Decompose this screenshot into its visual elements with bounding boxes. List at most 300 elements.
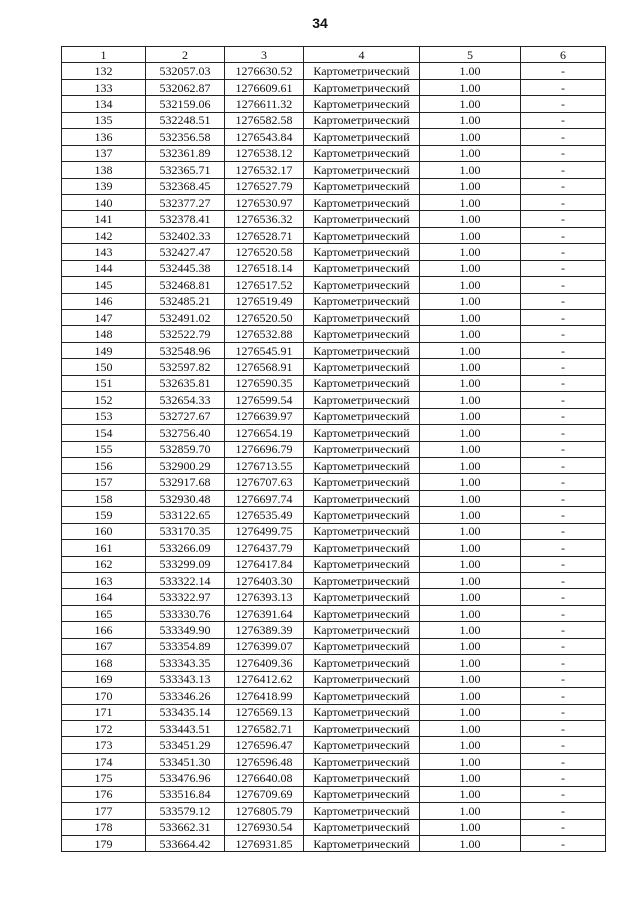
y-coordinate-cell: 1276654.19 <box>225 425 304 441</box>
method-cell: Картометрический <box>304 638 420 654</box>
point-number-cell: 160 <box>62 523 146 539</box>
note-cell: - <box>521 359 606 375</box>
y-coordinate-cell: 1276519.49 <box>225 293 304 309</box>
accuracy-cell: 1.00 <box>420 162 521 178</box>
x-coordinate-cell: 532900.29 <box>146 457 225 473</box>
method-cell: Картометрический <box>304 474 420 490</box>
table-row <box>62 819 606 835</box>
point-number-cell: 155 <box>62 441 146 457</box>
accuracy-cell: 1.00 <box>420 277 521 293</box>
note-cell: - <box>521 622 606 638</box>
accuracy-cell: 1.00 <box>420 244 521 260</box>
note-cell: - <box>521 96 606 112</box>
method-cell: Картометрический <box>304 375 420 391</box>
note-cell: - <box>521 605 606 621</box>
method-cell: Картометрический <box>304 523 420 539</box>
accuracy-cell: 1.00 <box>420 375 521 391</box>
point-number-cell: 153 <box>62 408 146 424</box>
x-coordinate-cell: 533354.89 <box>146 638 225 654</box>
method-cell: Картометрический <box>304 770 420 786</box>
x-coordinate-cell: 532859.70 <box>146 441 225 457</box>
y-coordinate-cell: 1276713.55 <box>225 457 304 473</box>
y-coordinate-cell: 1276538.12 <box>225 145 304 161</box>
x-coordinate-cell: 533343.13 <box>146 671 225 687</box>
accuracy-cell: 1.00 <box>420 96 521 112</box>
method-cell: Картометрический <box>304 63 420 79</box>
note-cell: - <box>521 63 606 79</box>
table-row <box>62 112 606 128</box>
y-coordinate-cell: 1276930.54 <box>225 819 304 835</box>
method-cell: Картометрический <box>304 227 420 243</box>
method-cell: Картометрический <box>304 457 420 473</box>
x-coordinate-cell: 533516.84 <box>146 786 225 802</box>
method-cell: Картометрический <box>304 326 420 342</box>
x-coordinate-cell: 532635.81 <box>146 375 225 391</box>
y-coordinate-cell: 1276582.71 <box>225 720 304 736</box>
note-cell: - <box>521 375 606 391</box>
column-header-3: 3 <box>225 47 304 63</box>
x-coordinate-cell: 533170.35 <box>146 523 225 539</box>
point-number-cell: 161 <box>62 540 146 556</box>
point-number-cell: 152 <box>62 392 146 408</box>
note-cell: - <box>521 79 606 95</box>
point-number-cell: 134 <box>62 96 146 112</box>
method-cell: Картометрический <box>304 129 420 145</box>
y-coordinate-cell: 1276536.32 <box>225 211 304 227</box>
accuracy-cell: 1.00 <box>420 507 521 523</box>
accuracy-cell: 1.00 <box>420 79 521 95</box>
y-coordinate-cell: 1276418.99 <box>225 688 304 704</box>
table-row <box>62 589 606 605</box>
accuracy-cell: 1.00 <box>420 474 521 490</box>
method-cell: Картометрический <box>304 293 420 309</box>
point-number-cell: 132 <box>62 63 146 79</box>
note-cell: - <box>521 474 606 490</box>
accuracy-cell: 1.00 <box>420 457 521 473</box>
note-cell: - <box>521 244 606 260</box>
note-cell: - <box>521 573 606 589</box>
accuracy-cell: 1.00 <box>420 622 521 638</box>
method-cell: Картометрический <box>304 688 420 704</box>
table-row <box>62 786 606 802</box>
note-cell: - <box>521 688 606 704</box>
table-row <box>62 63 606 79</box>
point-number-cell: 136 <box>62 129 146 145</box>
note-cell: - <box>521 737 606 753</box>
table-row <box>62 359 606 375</box>
point-number-cell: 157 <box>62 474 146 490</box>
table-row <box>62 277 606 293</box>
table-row <box>62 770 606 786</box>
table-row <box>62 490 606 506</box>
accuracy-cell: 1.00 <box>420 211 521 227</box>
note-cell: - <box>521 638 606 654</box>
note-cell: - <box>521 720 606 736</box>
point-number-cell: 163 <box>62 573 146 589</box>
note-cell: - <box>521 655 606 671</box>
y-coordinate-cell: 1276499.75 <box>225 523 304 539</box>
point-number-cell: 162 <box>62 556 146 572</box>
accuracy-cell: 1.00 <box>420 310 521 326</box>
point-number-cell: 133 <box>62 79 146 95</box>
accuracy-cell: 1.00 <box>420 441 521 457</box>
note-cell: - <box>521 490 606 506</box>
accuracy-cell: 1.00 <box>420 523 521 539</box>
x-coordinate-cell: 533435.14 <box>146 704 225 720</box>
note-cell: - <box>521 342 606 358</box>
method-cell: Картометрический <box>304 112 420 128</box>
x-coordinate-cell: 533349.90 <box>146 622 225 638</box>
y-coordinate-cell: 1276543.84 <box>225 129 304 145</box>
note-cell: - <box>521 556 606 572</box>
column-header-5: 5 <box>420 47 521 63</box>
note-cell: - <box>521 162 606 178</box>
note-cell: - <box>521 836 606 852</box>
accuracy-cell: 1.00 <box>420 129 521 145</box>
note-cell: - <box>521 589 606 605</box>
table-row <box>62 342 606 358</box>
x-coordinate-cell: 533476.96 <box>146 770 225 786</box>
y-coordinate-cell: 1276599.54 <box>225 392 304 408</box>
x-coordinate-cell: 533662.31 <box>146 819 225 835</box>
point-number-cell: 156 <box>62 457 146 473</box>
x-coordinate-cell: 533346.26 <box>146 688 225 704</box>
note-cell: - <box>521 260 606 276</box>
accuracy-cell: 1.00 <box>420 359 521 375</box>
table-row <box>62 293 606 309</box>
x-coordinate-cell: 532402.33 <box>146 227 225 243</box>
accuracy-cell: 1.00 <box>420 490 521 506</box>
accuracy-cell: 1.00 <box>420 178 521 194</box>
x-coordinate-cell: 532368.45 <box>146 178 225 194</box>
table-row <box>62 260 606 276</box>
table-row <box>62 211 606 227</box>
table-row <box>62 474 606 490</box>
note-cell: - <box>521 408 606 424</box>
table-row <box>62 671 606 687</box>
table-row <box>62 244 606 260</box>
method-cell: Картометрический <box>304 720 420 736</box>
y-coordinate-cell: 1276535.49 <box>225 507 304 523</box>
accuracy-cell: 1.00 <box>420 573 521 589</box>
accuracy-cell: 1.00 <box>420 408 521 424</box>
y-coordinate-cell: 1276707.63 <box>225 474 304 490</box>
y-coordinate-cell: 1276412.62 <box>225 671 304 687</box>
y-coordinate-cell: 1276640.08 <box>225 770 304 786</box>
note-cell: - <box>521 786 606 802</box>
point-number-cell: 144 <box>62 260 146 276</box>
x-coordinate-cell: 533322.14 <box>146 573 225 589</box>
note-cell: - <box>521 753 606 769</box>
method-cell: Картометрический <box>304 490 420 506</box>
point-number-cell: 135 <box>62 112 146 128</box>
note-cell: - <box>521 819 606 835</box>
point-number-cell: 154 <box>62 425 146 441</box>
method-cell: Картометрический <box>304 359 420 375</box>
point-number-cell: 167 <box>62 638 146 654</box>
point-number-cell: 164 <box>62 589 146 605</box>
point-number-cell: 172 <box>62 720 146 736</box>
y-coordinate-cell: 1276630.52 <box>225 63 304 79</box>
point-number-cell: 159 <box>62 507 146 523</box>
table-row <box>62 326 606 342</box>
method-cell: Картометрический <box>304 573 420 589</box>
table-row <box>62 441 606 457</box>
accuracy-cell: 1.00 <box>420 770 521 786</box>
method-cell: Картометрический <box>304 671 420 687</box>
point-number-cell: 137 <box>62 145 146 161</box>
note-cell: - <box>521 457 606 473</box>
table-row <box>62 836 606 852</box>
point-number-cell: 139 <box>62 178 146 194</box>
method-cell: Картометрический <box>304 836 420 852</box>
point-number-cell: 168 <box>62 655 146 671</box>
y-coordinate-cell: 1276569.13 <box>225 704 304 720</box>
x-coordinate-cell: 533266.09 <box>146 540 225 556</box>
accuracy-cell: 1.00 <box>420 803 521 819</box>
method-cell: Картометрический <box>304 277 420 293</box>
table-row <box>62 737 606 753</box>
y-coordinate-cell: 1276399.07 <box>225 638 304 654</box>
accuracy-cell: 1.00 <box>420 293 521 309</box>
table-row <box>62 573 606 589</box>
table-row <box>62 540 606 556</box>
point-number-cell: 138 <box>62 162 146 178</box>
table-row <box>62 425 606 441</box>
method-cell: Картометрический <box>304 194 420 210</box>
method-cell: Картометрический <box>304 753 420 769</box>
table-row <box>62 622 606 638</box>
point-number-cell: 170 <box>62 688 146 704</box>
table-row <box>62 96 606 112</box>
accuracy-cell: 1.00 <box>420 655 521 671</box>
y-coordinate-cell: 1276609.61 <box>225 79 304 95</box>
method-cell: Картометрический <box>304 605 420 621</box>
table-row <box>62 688 606 704</box>
accuracy-cell: 1.00 <box>420 145 521 161</box>
note-cell: - <box>521 194 606 210</box>
accuracy-cell: 1.00 <box>420 688 521 704</box>
y-coordinate-cell: 1276611.32 <box>225 96 304 112</box>
x-coordinate-cell: 533451.30 <box>146 753 225 769</box>
note-cell: - <box>521 277 606 293</box>
accuracy-cell: 1.00 <box>420 342 521 358</box>
accuracy-cell: 1.00 <box>420 638 521 654</box>
x-coordinate-cell: 533122.65 <box>146 507 225 523</box>
y-coordinate-cell: 1276532.17 <box>225 162 304 178</box>
accuracy-cell: 1.00 <box>420 786 521 802</box>
table-row <box>62 162 606 178</box>
note-cell: - <box>521 129 606 145</box>
coordinates-table <box>61 46 606 852</box>
accuracy-cell: 1.00 <box>420 737 521 753</box>
method-cell: Картометрический <box>304 655 420 671</box>
method-cell: Картометрический <box>304 786 420 802</box>
method-cell: Картометрический <box>304 178 420 194</box>
method-cell: Картометрический <box>304 162 420 178</box>
method-cell: Картометрический <box>304 737 420 753</box>
y-coordinate-cell: 1276389.39 <box>225 622 304 638</box>
point-number-cell: 171 <box>62 704 146 720</box>
note-cell: - <box>521 671 606 687</box>
column-header-6: 6 <box>521 47 606 63</box>
y-coordinate-cell: 1276409.36 <box>225 655 304 671</box>
x-coordinate-cell: 533322.97 <box>146 589 225 605</box>
x-coordinate-cell: 532597.82 <box>146 359 225 375</box>
point-number-cell: 145 <box>62 277 146 293</box>
note-cell: - <box>521 227 606 243</box>
y-coordinate-cell: 1276931.85 <box>225 836 304 852</box>
x-coordinate-cell: 532485.21 <box>146 293 225 309</box>
x-coordinate-cell: 532057.03 <box>146 63 225 79</box>
method-cell: Картометрический <box>304 425 420 441</box>
y-coordinate-cell: 1276532.88 <box>225 326 304 342</box>
table-row <box>62 392 606 408</box>
column-header-4: 4 <box>304 47 420 63</box>
note-cell: - <box>521 540 606 556</box>
x-coordinate-cell: 533299.09 <box>146 556 225 572</box>
y-coordinate-cell: 1276518.14 <box>225 260 304 276</box>
accuracy-cell: 1.00 <box>420 392 521 408</box>
method-cell: Картометрический <box>304 803 420 819</box>
note-cell: - <box>521 392 606 408</box>
accuracy-cell: 1.00 <box>420 540 521 556</box>
table-row <box>62 227 606 243</box>
point-number-cell: 177 <box>62 803 146 819</box>
table-row <box>62 704 606 720</box>
x-coordinate-cell: 532930.48 <box>146 490 225 506</box>
point-number-cell: 140 <box>62 194 146 210</box>
note-cell: - <box>521 112 606 128</box>
method-cell: Картометрический <box>304 540 420 556</box>
point-number-cell: 165 <box>62 605 146 621</box>
note-cell: - <box>521 178 606 194</box>
x-coordinate-cell: 533579.12 <box>146 803 225 819</box>
x-coordinate-cell: 532468.81 <box>146 277 225 293</box>
y-coordinate-cell: 1276520.58 <box>225 244 304 260</box>
y-coordinate-cell: 1276639.97 <box>225 408 304 424</box>
point-number-cell: 158 <box>62 490 146 506</box>
method-cell: Картометрический <box>304 310 420 326</box>
point-number-cell: 179 <box>62 836 146 852</box>
x-coordinate-cell: 532917.68 <box>146 474 225 490</box>
y-coordinate-cell: 1276527.79 <box>225 178 304 194</box>
point-number-cell: 143 <box>62 244 146 260</box>
header-row <box>62 47 606 63</box>
table-row <box>62 79 606 95</box>
note-cell: - <box>521 310 606 326</box>
x-coordinate-cell: 532445.38 <box>146 260 225 276</box>
y-coordinate-cell: 1276596.48 <box>225 753 304 769</box>
y-coordinate-cell: 1276590.35 <box>225 375 304 391</box>
accuracy-cell: 1.00 <box>420 671 521 687</box>
method-cell: Картометрический <box>304 392 420 408</box>
table-row <box>62 556 606 572</box>
accuracy-cell: 1.00 <box>420 704 521 720</box>
point-number-cell: 178 <box>62 819 146 835</box>
method-cell: Картометрический <box>304 704 420 720</box>
x-coordinate-cell: 532727.67 <box>146 408 225 424</box>
table-row <box>62 145 606 161</box>
method-cell: Картометрический <box>304 244 420 260</box>
point-number-cell: 149 <box>62 342 146 358</box>
accuracy-cell: 1.00 <box>420 63 521 79</box>
point-number-cell: 175 <box>62 770 146 786</box>
accuracy-cell: 1.00 <box>420 605 521 621</box>
note-cell: - <box>521 523 606 539</box>
point-number-cell: 166 <box>62 622 146 638</box>
table-row <box>62 803 606 819</box>
x-coordinate-cell: 533664.42 <box>146 836 225 852</box>
accuracy-cell: 1.00 <box>420 112 521 128</box>
point-number-cell: 146 <box>62 293 146 309</box>
method-cell: Картометрический <box>304 342 420 358</box>
point-number-cell: 173 <box>62 737 146 753</box>
x-coordinate-cell: 532377.27 <box>146 194 225 210</box>
table-row <box>62 753 606 769</box>
y-coordinate-cell: 1276520.50 <box>225 310 304 326</box>
accuracy-cell: 1.00 <box>420 556 521 572</box>
accuracy-cell: 1.00 <box>420 589 521 605</box>
note-cell: - <box>521 293 606 309</box>
accuracy-cell: 1.00 <box>420 753 521 769</box>
y-coordinate-cell: 1276709.69 <box>225 786 304 802</box>
method-cell: Картометрический <box>304 260 420 276</box>
table-row <box>62 178 606 194</box>
y-coordinate-cell: 1276582.58 <box>225 112 304 128</box>
point-number-cell: 169 <box>62 671 146 687</box>
x-coordinate-cell: 532159.06 <box>146 96 225 112</box>
table-row <box>62 638 606 654</box>
y-coordinate-cell: 1276530.97 <box>225 194 304 210</box>
y-coordinate-cell: 1276391.64 <box>225 605 304 621</box>
accuracy-cell: 1.00 <box>420 425 521 441</box>
y-coordinate-cell: 1276697.74 <box>225 490 304 506</box>
x-coordinate-cell: 532548.96 <box>146 342 225 358</box>
method-cell: Картометрический <box>304 589 420 605</box>
method-cell: Картометрический <box>304 622 420 638</box>
table-row <box>62 605 606 621</box>
point-number-cell: 142 <box>62 227 146 243</box>
method-cell: Картометрический <box>304 79 420 95</box>
point-number-cell: 147 <box>62 310 146 326</box>
point-number-cell: 148 <box>62 326 146 342</box>
note-cell: - <box>521 803 606 819</box>
method-cell: Картометрический <box>304 96 420 112</box>
column-header-2: 2 <box>146 47 225 63</box>
table-row <box>62 523 606 539</box>
note-cell: - <box>521 507 606 523</box>
point-number-cell: 174 <box>62 753 146 769</box>
point-number-cell: 141 <box>62 211 146 227</box>
x-coordinate-cell: 532491.02 <box>146 310 225 326</box>
y-coordinate-cell: 1276596.47 <box>225 737 304 753</box>
note-cell: - <box>521 425 606 441</box>
accuracy-cell: 1.00 <box>420 260 521 276</box>
x-coordinate-cell: 532356.58 <box>146 129 225 145</box>
y-coordinate-cell: 1276393.13 <box>225 589 304 605</box>
method-cell: Картометрический <box>304 211 420 227</box>
method-cell: Картометрический <box>304 507 420 523</box>
note-cell: - <box>521 326 606 342</box>
x-coordinate-cell: 533330.76 <box>146 605 225 621</box>
method-cell: Картометрический <box>304 556 420 572</box>
accuracy-cell: 1.00 <box>420 326 521 342</box>
table-header <box>62 47 606 63</box>
table-row <box>62 375 606 391</box>
method-cell: Картометрический <box>304 408 420 424</box>
y-coordinate-cell: 1276568.91 <box>225 359 304 375</box>
